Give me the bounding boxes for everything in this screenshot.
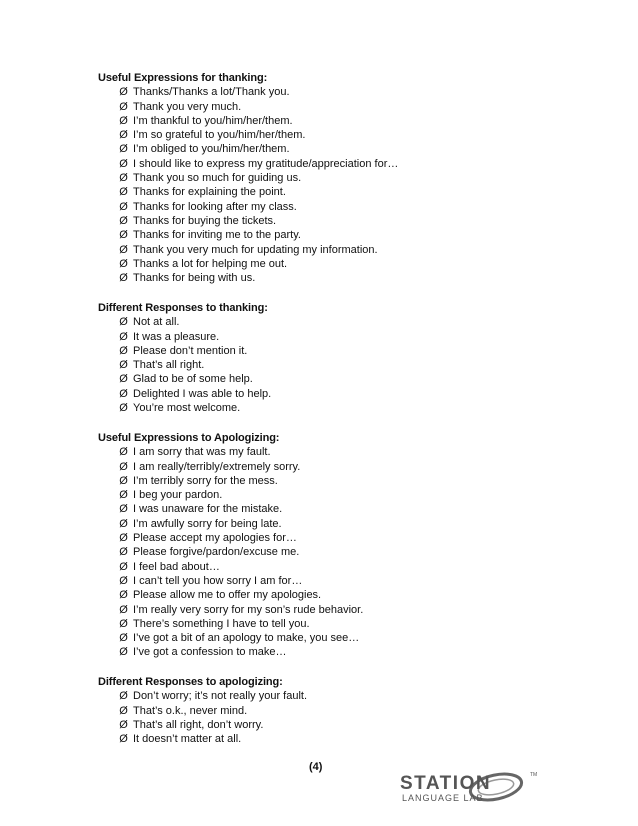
bullet-icon: Ø [119, 532, 128, 545]
bullet-icon: Ø [119, 114, 128, 127]
logo-subtitle: LANGUAGE LAB [402, 793, 484, 803]
bullet-icon: Ø [119, 690, 128, 703]
list-item: Ø I’m really very sorry for my son’s rude behavior. [119, 603, 364, 616]
bullet-icon: Ø [119, 186, 128, 199]
list-item: Ø That’s all right, don’t worry. [119, 718, 264, 731]
bullet-icon: Ø [119, 546, 128, 559]
list-item: Ø Please accept my apologies for… [119, 532, 297, 545]
list-item: Ø Delighted I was able to help. [119, 387, 272, 400]
bullet-icon: Ø [119, 143, 128, 156]
list-item: Ø It doesn’t matter at all. [119, 733, 242, 746]
bullet-icon: Ø [119, 157, 128, 170]
bullet-icon: Ø [119, 387, 128, 400]
response-list [98, 689, 518, 746]
list-item: Ø I’m terribly sorry for the mess. [119, 474, 278, 487]
list-item: Ø Thank you so much for guiding us. [119, 172, 302, 185]
bullet-icon: Ø [119, 200, 128, 213]
page-number: (4) [309, 761, 323, 773]
bullet-icon: Ø [119, 100, 128, 113]
bullet-icon: Ø [119, 257, 128, 270]
logo-name: STATION [400, 773, 492, 794]
list-item: Ø There’s something I have to tell you. [119, 617, 310, 630]
bullet-icon: Ø [119, 704, 128, 717]
list-item: Ø Thanks for inviting me to the party. [119, 229, 301, 242]
bullet-icon: Ø [119, 718, 128, 731]
station-language-lab-logo [398, 769, 546, 817]
bullet-icon: Ø [119, 316, 128, 329]
bullet-icon: Ø [119, 489, 128, 502]
bullet-icon: Ø [119, 560, 128, 573]
list-item: Ø You’re most welcome. [119, 402, 241, 415]
list-item: Ø Thanks for being with us. [119, 272, 256, 285]
bullet-icon: Ø [119, 86, 128, 99]
bullet-icon: Ø [119, 517, 128, 530]
bullet-icon: Ø [119, 229, 128, 242]
logo-trademark: TM [530, 772, 538, 778]
bullet-icon: Ø [119, 460, 128, 473]
list-item: Ø I beg your pardon. [119, 489, 223, 502]
list-item: Ø I’m obliged to you/him/her/them. [119, 143, 290, 156]
bullet-icon: Ø [119, 272, 128, 285]
bullet-icon: Ø [119, 474, 128, 487]
list-item: Ø Thanks for explaining the point. [119, 186, 286, 199]
list-item: Ø I’m awfully sorry for being late. [119, 517, 282, 530]
list-item: Ø Please don’t mention it. [119, 344, 248, 357]
bullet-icon: Ø [119, 574, 128, 587]
list-item: Ø I was unaware for the mistake. [119, 503, 283, 516]
section-heading: Different Responses to thanking: [98, 302, 268, 314]
list-item: Ø Please allow me to offer my apologies. [119, 589, 322, 602]
list-item: Ø Not at all. [119, 316, 180, 329]
bullet-icon: Ø [119, 733, 128, 746]
bullet-icon: Ø [119, 617, 128, 630]
section-apologizing-expressions [98, 431, 518, 660]
list-item: Ø I’m so grateful to you/him/her/them. [119, 129, 306, 142]
section-heading: Useful Expressions for thanking: [98, 72, 268, 84]
list-item: Ø That’s o.k., never mind. [119, 704, 248, 717]
list-item: Ø It was a pleasure. [119, 330, 220, 343]
bullet-icon: Ø [119, 603, 128, 616]
bullet-icon: Ø [119, 214, 128, 227]
bullet-icon: Ø [119, 243, 128, 256]
list-item: Ø Thank you very much. [119, 100, 242, 113]
bullet-icon: Ø [119, 330, 128, 343]
list-item: Ø Thanks a lot for helping me out. [119, 257, 288, 270]
section-heading: Different Responses to apologizing: [98, 676, 283, 688]
bullet-icon: Ø [119, 589, 128, 602]
section-apologizing-responses [98, 675, 518, 746]
list-item: Ø Thanks/Thanks a lot/Thank you. [119, 86, 290, 99]
list-item: Ø Thanks for looking after my class. [119, 200, 297, 213]
bullet-icon: Ø [119, 646, 128, 659]
bullet-icon: Ø [119, 632, 128, 645]
list-item: Ø I am really/terribly/extremely sorry. [119, 460, 301, 473]
list-item: Ø Thank you very much for updating my information. [119, 243, 378, 256]
bullet-icon: Ø [119, 402, 128, 415]
bullet-icon: Ø [119, 172, 128, 185]
bullet-icon: Ø [119, 446, 128, 459]
list-item: Ø Please forgive/pardon/excuse me. [119, 546, 300, 559]
list-item: Ø I should like to express my gratitude/appreciation for… [119, 157, 399, 170]
list-item: Ø I can’t tell you how sorry I am for… [119, 574, 303, 587]
list-item: Ø Glad to be of some help. [119, 373, 253, 386]
list-item: Ø I’ve got a bit of an apology to make, you see… [119, 632, 360, 645]
response-list [98, 315, 518, 415]
bullet-icon: Ø [119, 129, 128, 142]
section-heading: Useful Expressions to Apologizing: [98, 432, 280, 444]
list-item: Ø Don’t worry; it’s not really your fault. [119, 690, 308, 703]
section-thanking-responses [98, 301, 518, 415]
expression-list [98, 85, 518, 285]
list-item: Ø I feel bad about… [119, 560, 220, 573]
bullet-icon: Ø [119, 373, 128, 386]
list-item: Ø I’ve got a confession to make… [119, 646, 287, 659]
bullet-icon: Ø [119, 503, 128, 516]
bullet-icon: Ø [119, 359, 128, 372]
expression-list [98, 445, 518, 659]
list-item: Ø That’s all right. [119, 359, 205, 372]
section-thanking-expressions [98, 71, 518, 285]
bullet-icon: Ø [119, 344, 128, 357]
list-item: Ø I’m thankful to you/him/her/them. [119, 114, 293, 127]
list-item: Ø Thanks for buying the tickets. [119, 214, 277, 227]
list-item: Ø I am sorry that was my fault. [119, 446, 271, 459]
